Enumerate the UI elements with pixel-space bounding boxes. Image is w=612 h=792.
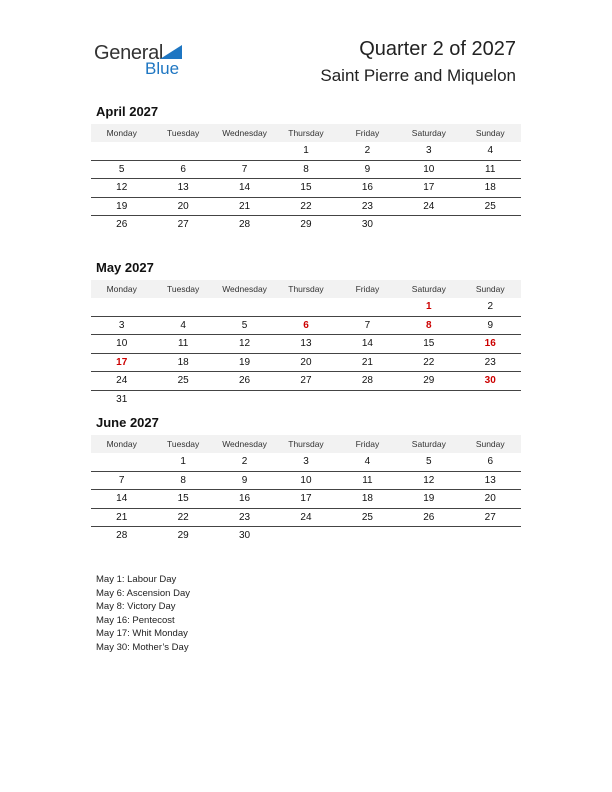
weekday-label: Friday (355, 128, 380, 138)
day-cell: 25 (177, 375, 189, 387)
day-cell: 21 (238, 200, 251, 212)
week-row (91, 527, 521, 545)
day-cell: 27 (300, 375, 312, 387)
day-cell: 18 (361, 493, 373, 505)
day-cell: 2 (241, 456, 248, 468)
day-cell: 27 (484, 511, 496, 523)
day-cell: 4 (487, 145, 494, 157)
day-cell: 21 (361, 356, 373, 368)
day-cell: 6 (180, 163, 186, 175)
day-cell: 29 (300, 219, 312, 231)
month-calendar-april (91, 104, 521, 234)
weekday-label: Sunday (475, 128, 505, 138)
day-cell: 10 (423, 163, 435, 175)
week-row (91, 298, 521, 317)
day-cell: 8 (303, 163, 309, 175)
week-row (91, 198, 521, 217)
day-cell: 14 (361, 338, 373, 350)
day-cell: 24 (300, 511, 312, 523)
day-cell: 15 (423, 338, 435, 350)
generalblue-logo (94, 42, 194, 78)
day-cell: 1 (303, 145, 309, 157)
day-cell: 1 (426, 301, 432, 313)
day-cell: 4 (180, 319, 186, 331)
week-row (91, 142, 521, 161)
day-cell: 7 (364, 319, 371, 331)
day-cell: 14 (116, 493, 128, 505)
day-cell: 19 (116, 200, 128, 212)
day-cell: 19 (238, 356, 251, 368)
weekday-label: Saturday (411, 439, 446, 449)
holiday-item: May 16: Pentecost (96, 614, 175, 626)
day-cell: 7 (241, 163, 248, 175)
holiday-item: May 1: Labour Day (96, 574, 177, 585)
day-cell: 15 (300, 182, 312, 194)
day-cell: 27 (177, 219, 189, 231)
weekday-label: Saturday (411, 284, 446, 294)
weekday-label: Wednesday (222, 284, 267, 294)
day-cell: 24 (116, 375, 128, 387)
day-cell: 18 (484, 182, 496, 194)
day-cell: 5 (118, 163, 125, 175)
week-row (91, 335, 521, 354)
month-title: May 2027 (96, 260, 154, 275)
weekday-label: Thursday (288, 128, 324, 138)
day-cell: 20 (300, 356, 312, 368)
day-cell: 8 (426, 319, 432, 331)
day-cell: 22 (423, 356, 435, 368)
day-cell: 3 (303, 456, 309, 468)
month-calendar-may (91, 260, 521, 408)
page-title: Quarter 2 of 2027 (359, 38, 516, 60)
day-cell: 29 (177, 530, 189, 542)
day-cell: 13 (300, 338, 312, 350)
day-cell: 30 (484, 375, 496, 387)
weekday-label: Wednesday (222, 128, 267, 138)
day-cell: 22 (300, 200, 312, 212)
day-cell: 9 (241, 474, 248, 486)
day-cell: 1 (180, 456, 186, 468)
month-title: June 2027 (96, 415, 159, 430)
weekday-label: Monday (106, 439, 137, 449)
week-row (91, 391, 521, 409)
holiday-item: May 17: Whit Monday (96, 628, 188, 639)
day-cell: 28 (361, 375, 373, 387)
weekday-label: Sunday (475, 284, 505, 294)
logo-triangle-icon (160, 45, 182, 59)
holiday-item: May 6: Ascension Day (96, 587, 190, 599)
day-cell: 10 (300, 474, 312, 486)
day-cell: 16 (238, 493, 251, 505)
day-cell: 15 (177, 493, 189, 505)
day-cell: 8 (180, 474, 186, 486)
day-cell: 12 (423, 474, 435, 486)
day-cell: 9 (487, 319, 494, 331)
holiday-item: May 30: Mother’s Day (96, 641, 189, 653)
day-cell: 21 (116, 511, 128, 523)
weekday-header-row (91, 124, 521, 142)
day-cell: 11 (362, 474, 373, 486)
month-title: April 2027 (96, 104, 159, 119)
weekday-label: Thursday (288, 439, 324, 449)
day-cell: 10 (116, 338, 128, 350)
week-row (91, 490, 521, 509)
month-calendar-june (91, 415, 521, 545)
weekday-label: Sunday (475, 439, 505, 449)
day-cell: 29 (423, 375, 435, 387)
day-cell: 5 (241, 319, 248, 331)
logo-general-text: General (94, 42, 164, 64)
weekday-header-row (91, 280, 521, 298)
day-cell: 30 (361, 219, 373, 231)
holiday-list (96, 573, 190, 654)
day-cell: 12 (116, 182, 128, 194)
day-cell: 16 (484, 338, 496, 350)
weekday-label: Tuesday (166, 439, 200, 449)
day-cell: 25 (361, 511, 373, 523)
day-cell: 17 (423, 182, 435, 194)
week-row (91, 161, 521, 180)
week-row (91, 179, 521, 198)
week-row (91, 216, 521, 234)
week-row (91, 372, 521, 391)
week-row (91, 472, 521, 491)
day-cell: 11 (485, 163, 496, 175)
day-cell: 26 (423, 511, 435, 523)
weekday-label: Tuesday (166, 128, 200, 138)
week-row (91, 317, 521, 336)
day-cell: 11 (177, 338, 189, 350)
week-row (91, 354, 521, 373)
day-cell: 3 (426, 145, 432, 157)
day-cell: 17 (116, 356, 128, 368)
day-cell: 5 (426, 456, 432, 468)
day-cell: 23 (361, 200, 373, 212)
day-cell: 22 (177, 511, 189, 523)
day-cell: 17 (300, 493, 312, 505)
weekday-label: Tuesday (166, 284, 200, 294)
logo-blue-text: Blue (145, 59, 180, 78)
day-cell: 23 (484, 356, 496, 368)
day-cell: 13 (177, 182, 189, 194)
day-cell: 26 (116, 219, 128, 231)
day-cell: 6 (303, 319, 309, 331)
day-cell: 18 (177, 356, 189, 368)
day-cell: 20 (484, 493, 496, 505)
day-cell: 2 (487, 301, 494, 313)
weekday-label: Thursday (288, 284, 324, 294)
week-row (91, 509, 521, 528)
day-cell: 9 (364, 163, 371, 175)
day-cell: 20 (177, 200, 189, 212)
weekday-label: Wednesday (222, 439, 267, 449)
weekday-label: Friday (355, 439, 380, 449)
day-cell: 3 (118, 319, 125, 331)
day-cell: 12 (238, 338, 251, 350)
weekday-label: Saturday (411, 128, 446, 138)
day-cell: 30 (238, 530, 251, 542)
day-cell: 6 (487, 456, 494, 468)
day-cell: 28 (116, 530, 128, 542)
day-cell: 16 (361, 182, 373, 194)
day-cell: 23 (238, 511, 251, 523)
weekday-label: Friday (355, 284, 380, 294)
page-subtitle: Saint Pierre and Miquelon (320, 66, 516, 85)
day-cell: 2 (364, 145, 371, 157)
weekday-header-row (91, 435, 521, 453)
day-cell: 25 (484, 200, 496, 212)
holiday-item: May 8: Victory Day (96, 601, 176, 612)
day-cell: 26 (238, 375, 251, 387)
weekday-label: Monday (106, 128, 137, 138)
day-cell: 14 (238, 182, 251, 194)
day-cell: 7 (118, 474, 125, 486)
day-cell: 31 (116, 393, 128, 405)
day-cell: 19 (423, 493, 435, 505)
weekday-label: Monday (106, 284, 137, 294)
day-cell: 13 (484, 474, 496, 486)
week-row (91, 453, 521, 472)
day-cell: 28 (238, 219, 251, 231)
day-cell: 4 (364, 456, 371, 468)
day-cell: 24 (423, 200, 435, 212)
